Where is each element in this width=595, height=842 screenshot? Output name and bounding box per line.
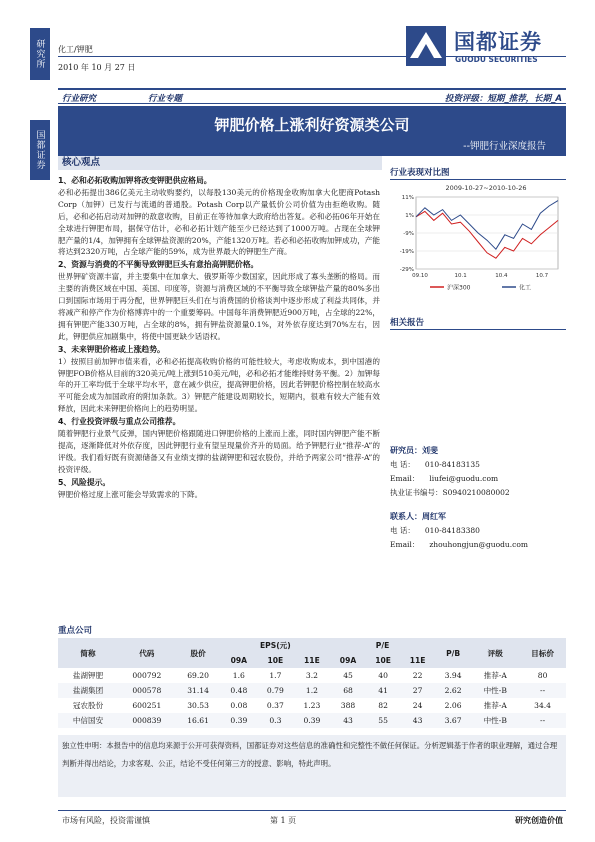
table-cell: 0.37 bbox=[266, 701, 284, 710]
col-eps: EPS(元) bbox=[221, 638, 331, 653]
table-cell: 0.39 bbox=[230, 716, 248, 725]
legend-label: 化工 bbox=[519, 284, 532, 292]
analyst1-cert: 执业证书编号：S0940210080002 bbox=[390, 488, 510, 497]
table-cell: 盐湖集团 bbox=[72, 686, 104, 695]
perf-divider bbox=[390, 179, 566, 180]
col-target: 目标价 bbox=[519, 638, 566, 668]
table-cell: -- bbox=[540, 686, 546, 695]
col-eps-11e: 11E bbox=[294, 653, 331, 668]
x-tick-label: 10.7 bbox=[535, 273, 549, 279]
table-cell: 2.62 bbox=[444, 686, 462, 695]
section-paragraph: 随着钾肥行业景气反弹，国内钾肥价格跟随进口钾肥价格的上涨而上涨，同时国内钾肥产能不断提高，逐渐降低对外依存度，因此钾肥行业有望呈现量价齐升的局面。给予钾肥行业“推荐-A”的评级。我们看好既有资源储备又有业绩支撑的盐湖钾肥和冠农股份，并给予两家公司“推荐-A”的投资评级。 bbox=[58, 429, 380, 474]
table-cell: 55 bbox=[378, 716, 388, 725]
table-cell: 中信国安 bbox=[72, 716, 104, 725]
report-subtype: 行业专题 bbox=[148, 94, 183, 104]
table-cell: 2.06 bbox=[444, 701, 462, 710]
table-cell: -- bbox=[540, 716, 546, 725]
table-cell: 冠农股份 bbox=[72, 701, 104, 710]
analyst2-phone: 电 话： 010-84183380 bbox=[390, 526, 480, 535]
related-reports-title: 相关报告 bbox=[390, 318, 425, 328]
col-rating: 评级 bbox=[471, 638, 519, 668]
footer-right: 研究创造价值 bbox=[515, 815, 563, 825]
table-cell: 40 bbox=[378, 671, 388, 680]
investment-rating: 投资评级：短期_推荐，长期_A bbox=[444, 94, 562, 104]
footer-left: 市场有风险，投资需谨慎 bbox=[62, 816, 150, 825]
related-divider bbox=[390, 329, 566, 330]
analyst-block bbox=[390, 444, 566, 552]
table-row bbox=[58, 683, 566, 698]
x-tick-label: 10.1 bbox=[454, 273, 467, 279]
table-cell: 0.08 bbox=[230, 701, 248, 710]
table-cell: 3.2 bbox=[305, 671, 318, 680]
col-eps-09a: 09A bbox=[221, 653, 258, 668]
analyst2-name: 联系人：周红军 bbox=[390, 512, 446, 521]
analyst1-name: 研究员：刘斐 bbox=[390, 446, 438, 455]
y-tick-label: 1% bbox=[405, 213, 414, 219]
x-tick-label: 10.4 bbox=[495, 273, 508, 279]
key-companies-title: 重点公司 bbox=[58, 626, 93, 636]
table-cell: 000839 bbox=[132, 716, 162, 725]
table-cell: 0.39 bbox=[303, 716, 321, 725]
page-number: 第 1 页 bbox=[270, 816, 297, 825]
table-cell: 34.4 bbox=[534, 701, 552, 710]
table-cell: 43 bbox=[412, 716, 423, 725]
perf-chart bbox=[390, 181, 566, 299]
table-cell: 22 bbox=[412, 671, 423, 680]
table-cell: 1.6 bbox=[232, 671, 245, 680]
table-row bbox=[58, 668, 566, 683]
table-cell: 中性-B bbox=[483, 686, 507, 695]
table-cell: 1.2 bbox=[305, 686, 318, 695]
table-cell: 000578 bbox=[132, 686, 162, 695]
table-cell: 43 bbox=[343, 716, 353, 725]
section-paragraph: 世界钾矿资源丰富，并主要集中在加拿大、俄罗斯等少数国家，因此形成了寡头垄断的格局。而主要的消费区域在中国、美国、印度等，资源与消费区域的不平衡导致全球钾盐产量的80%多出口到国际市场用于再分配，世界钾肥巨头们在与消费国的价格谈判中逐步形成了利益共同体，并将减产和停产作为价格博弈中的一个重要筹码。中国每年消费钾肥近900万吨，占全球的22%，拥有钾肥产能330万吨，占全球的8%，拥有钾盐资源量0.1%，对外依存度达到70%左右，因此，钾肥供应加剧集中，将使中国更缺少话语权。 bbox=[58, 272, 380, 341]
table-cell: 31.14 bbox=[187, 686, 209, 695]
table-cell: 24 bbox=[412, 701, 423, 710]
table-cell: 82 bbox=[378, 701, 388, 710]
section-paragraph: 钾肥价格过度上涨可能会导致需求的下降。 bbox=[58, 489, 203, 499]
table-cell: 盐湖钾肥 bbox=[72, 671, 104, 680]
table-cell: 0.48 bbox=[230, 686, 248, 695]
legend-label: 沪深300 bbox=[447, 284, 471, 292]
section-heading: 3、未来钾肥价格或上涨趋势。 bbox=[58, 344, 165, 354]
table-cell: 41 bbox=[378, 686, 388, 695]
col-price: 股价 bbox=[176, 638, 221, 668]
x-tick-label: 09.10 bbox=[412, 273, 428, 279]
section-paragraph: 必和必拓提出386亿美元主动收购要约，以每股130美元的价格现金收购加拿大化肥商Potash Corp（加钾）已发行与流通的普通股。Potash Corp以产量低价公司价值为由拒绝收购。随后，必和必拓启动对加钾的敌意收购，目前正在等待加拿大政府给出答复。必和必拓06年开始在全球进行钾肥布局，据保守估计，必和必拓计划产能至少已经达到了1000万吨。占现在全球钾肥产量的1/4，加钾拥有全球钾盐资源的20%，产能1320万吨。若必和必拓收购加钾成功，产能将达到2320万吨，占全球产能的59%，成为世界最大的钾肥生产商。 bbox=[58, 187, 380, 257]
table-cell: 388 bbox=[340, 701, 356, 710]
table-cell: 0.79 bbox=[266, 686, 284, 695]
report-type: 行业研究 bbox=[62, 94, 97, 104]
footer-divider bbox=[58, 810, 566, 811]
y-tick-label: -29% bbox=[399, 267, 414, 273]
brand-cn: 国都证券 bbox=[454, 30, 542, 54]
perf-chart-title: 行业表现对比图 bbox=[390, 168, 450, 178]
table-cell: 16.61 bbox=[187, 716, 209, 725]
section-heading: 5、风险提示。 bbox=[58, 477, 111, 487]
section-paragraph: 1）按照目前加钾市值来看，必和必拓提高收购价格的可能性较大，考虑收购成本，到中国港的钾肥FOB价格从目前的320美元/吨上涨到510美元/吨，必和必拓才能维持财务平衡。2）加钾每年的开工率均低于全球平均水平，意在减少供应，提高钾肥价格，因此若钾肥价格控制在较高水平可能会成为加国政府的附加条款。3）钾肥产能建设周期较长，短期内，很难有较大产能有效释放，因此未来钾肥价格向上的趋势明显。 bbox=[58, 356, 380, 414]
logo-mark-icon bbox=[404, 24, 448, 68]
table-cell: 3.67 bbox=[444, 716, 462, 725]
analyst1-email: Email： liufei@guodu.com bbox=[390, 474, 499, 483]
analyst1-phone: 电 话： 010-84183135 bbox=[390, 460, 480, 469]
table-row bbox=[58, 713, 566, 728]
col-pe-09a: 09A bbox=[330, 653, 366, 668]
table-cell: 1.7 bbox=[269, 671, 282, 680]
section-heading: 2、资源与消费的不平衡导致钾肥巨头有意抬高钾肥价格。 bbox=[58, 260, 259, 270]
table-cell: 68 bbox=[343, 686, 353, 695]
col-code: 代码 bbox=[118, 638, 176, 668]
col-eps-10e: 10E bbox=[257, 653, 294, 668]
table-cell: 推荐-A bbox=[483, 701, 507, 710]
table-cell: 000792 bbox=[132, 671, 162, 680]
disclaimer: 独立性申明：本报告中的信息均来源于公开可获得资料，国都证券对这些信息的准确性和完整性不做任何保证。分析逻辑基于作者的职业理解，通过合理判断并得出结论，力求客观、公正，结论不受任何第三方的授意、影响，特此声明。 bbox=[58, 735, 566, 797]
core-view-heading: 核心观点 bbox=[58, 156, 382, 170]
stocks-table bbox=[58, 638, 566, 728]
report-subtitle: --钾肥行业深度报告 bbox=[463, 141, 546, 152]
table-cell: 3.94 bbox=[444, 671, 462, 680]
table-cell: 0.3 bbox=[269, 716, 282, 725]
y-tick-label: -9% bbox=[403, 231, 414, 237]
table-cell: 中性-B bbox=[483, 716, 507, 725]
col-pe-10e: 10E bbox=[366, 653, 401, 668]
table-cell: 69.20 bbox=[187, 671, 209, 680]
table-cell: 1.23 bbox=[303, 701, 321, 710]
analyst2-email: Email： zhouhongjun@guodu.com bbox=[390, 540, 528, 549]
section-heading: 1、必和必拓收购加钾将改变钾肥供应格局。 bbox=[58, 176, 212, 185]
y-tick-label: 11% bbox=[401, 195, 414, 201]
col-pb: P/B bbox=[435, 638, 472, 668]
stocks-table-wrap bbox=[58, 638, 566, 728]
table-cell: 45 bbox=[343, 671, 353, 680]
report-date: 2010 年 10 月 27 日 bbox=[58, 63, 136, 72]
col-pe: P/E bbox=[330, 638, 435, 653]
report-category: 化工/钾肥 bbox=[58, 45, 93, 54]
series-line-1 bbox=[416, 201, 558, 250]
table-cell: 600251 bbox=[132, 701, 162, 710]
side-tag-brand: 国都证券 bbox=[30, 120, 50, 180]
brand-en: GUODU SECURITIES bbox=[455, 55, 538, 64]
title-band bbox=[58, 106, 566, 156]
chart-title: 2009-10-27~2010-10-26 bbox=[445, 184, 527, 192]
body-text bbox=[58, 174, 380, 501]
table-cell: 27 bbox=[412, 686, 423, 695]
report-title: 钾肥价格上涨利好资源类公司 bbox=[214, 116, 410, 134]
side-tag-research: 研究所 bbox=[30, 28, 50, 80]
report-type-bar bbox=[58, 88, 566, 104]
col-pe-11e: 11E bbox=[400, 653, 435, 668]
table-cell: 推荐-A bbox=[483, 671, 507, 680]
table-cell: 30.53 bbox=[187, 701, 209, 710]
section-heading: 4、行业投资评级与重点公司推荐。 bbox=[58, 417, 181, 427]
y-tick-label: -19% bbox=[399, 249, 414, 255]
table-row bbox=[58, 698, 566, 713]
col-name: 简称 bbox=[58, 638, 118, 668]
table-cell: 80 bbox=[537, 671, 548, 680]
company-logo bbox=[404, 24, 564, 68]
